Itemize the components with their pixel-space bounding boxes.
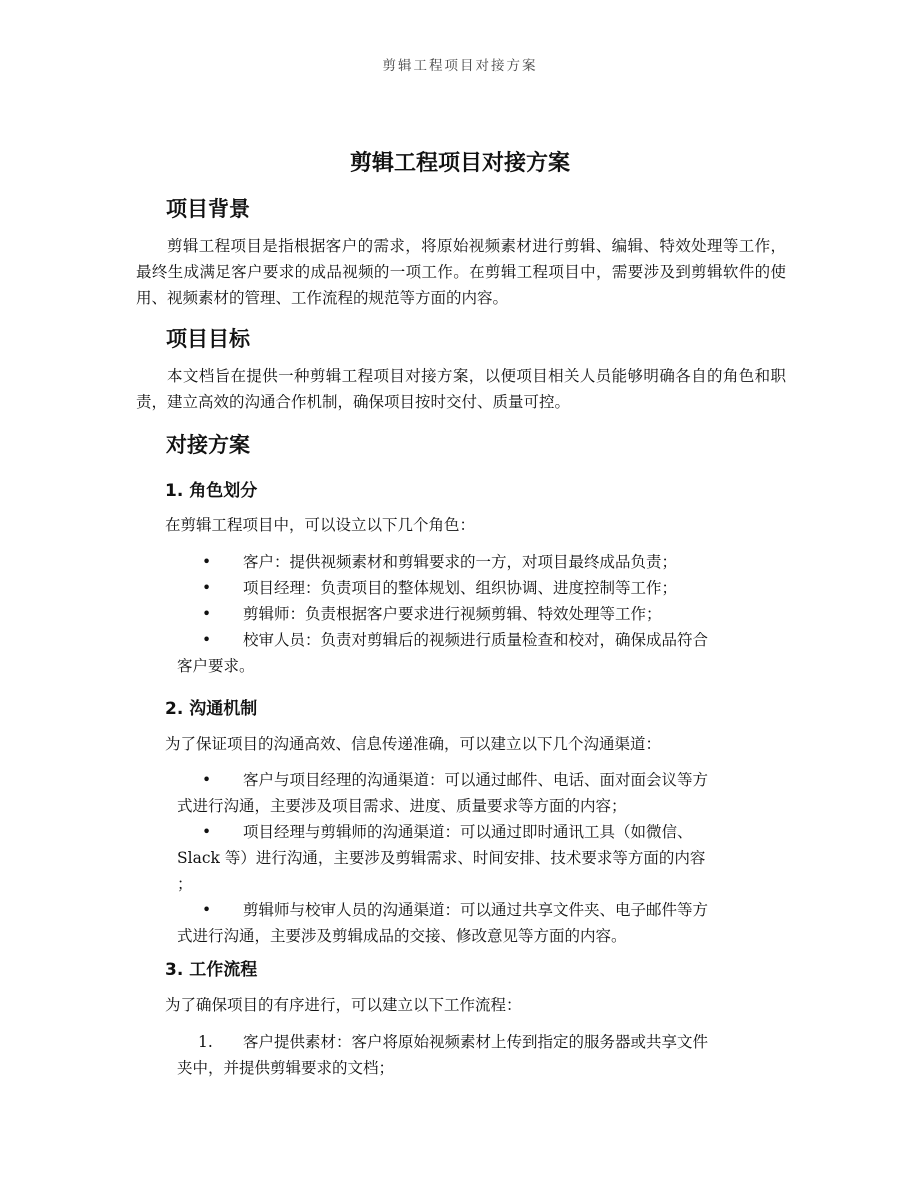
document-title: 剪辑工程项目对接方案 [349,151,570,176]
roles-list [168,549,788,679]
bullet-icon: • [202,553,212,571]
list-item-text: 剪辑师与校审人员的沟通渠道：可以通过共享文件夹、电子邮件等方 [243,901,709,919]
bullet-icon: • [202,631,212,649]
list-item-text-continued: 式进行沟通，主要涉及剪辑成品的交接、修改意见等方面的内容。 [177,927,627,945]
list-item-text-continued: 客户要求。 [177,657,255,675]
list-item [168,575,788,601]
bullet-icon: • [202,823,212,841]
roles-intro: 在剪辑工程项目中，可以设立以下几个角色： [165,516,476,534]
list-item-text-continued: ； [177,875,193,893]
workflow-list [168,1029,788,1081]
communication-intro: 为了保证项目的沟通高效、信息传递准确，可以建立以下几个沟通渠道： [165,735,662,753]
list-item [168,601,788,627]
list-item-text: 校审人员：负责对剪辑后的视频进行质量检查和校对，确保成品符合 [243,631,709,649]
communication-list [168,767,788,949]
heading-integration-plan: 对接方案 [166,433,250,457]
list-item-text-continued: Slack 等）进行沟通，主要涉及剪辑需求、时间安排、技术要求等方面的内容 [177,849,706,867]
bullet-icon: • [202,579,212,597]
list-item-text: 项目经理与剪辑师的沟通渠道：可以通过即时通讯工具（如微信、 [243,823,693,841]
bullet-icon: • [202,771,212,789]
list-item [168,1029,788,1081]
list-item-text-continued: 夹中，并提供剪辑要求的文档； [177,1059,395,1077]
list-item [168,549,788,575]
page-header: 剪辑工程项目对接方案 [382,58,538,74]
list-item [168,767,788,819]
list-item-text: 客户：提供视频素材和剪辑要求的一方，对项目最终成品负责； [243,553,678,571]
paragraph-project-background: 剪辑工程项目是指根据客户的需求，将原始视频素材进行剪辑、编辑、特效处理等工作，最终生成满足客户要求的成品视频的一项工作。在剪辑工程项目中，需要涉及到剪辑软件的使用、视频素材的管理、工作流程的规范等方面的内容。 [136,237,786,307]
list-item [168,627,788,679]
bullet-icon: • [202,901,212,919]
list-item [168,897,788,949]
bullet-icon: • [202,605,212,623]
heading-project-background: 项目背景 [166,197,250,221]
subheading-roles: 1. 角色划分 [165,481,258,501]
subheading-workflow: 3. 工作流程 [165,960,258,980]
heading-project-goal: 项目目标 [166,327,250,351]
paragraph-project-goal: 本文档旨在提供一种剪辑工程项目对接方案，以便项目相关人员能够明确各自的角色和职责，建立高效的沟通合作机制，确保项目按时交付、质量可控。 [136,367,786,411]
list-item-text-continued: 式进行沟通，主要涉及项目需求、进度、质量要求等方面的内容； [177,797,627,815]
list-item-text: 剪辑师：负责根据客户要求进行视频剪辑、特效处理等工作； [243,605,662,623]
list-number: 1. [198,1033,213,1051]
list-item-text: 客户与项目经理的沟通渠道：可以通过邮件、电话、面对面会议等方 [243,771,709,789]
list-item-text: 客户提供素材：客户将原始视频素材上传到指定的服务器或共享文件 [243,1033,709,1051]
list-item [168,819,788,897]
subheading-communication: 2. 沟通机制 [165,699,258,719]
list-item-text: 项目经理：负责项目的整体规划、组织协调、进度控制等工作； [243,579,678,597]
workflow-intro: 为了确保项目的有序进行，可以建立以下工作流程： [165,996,522,1014]
